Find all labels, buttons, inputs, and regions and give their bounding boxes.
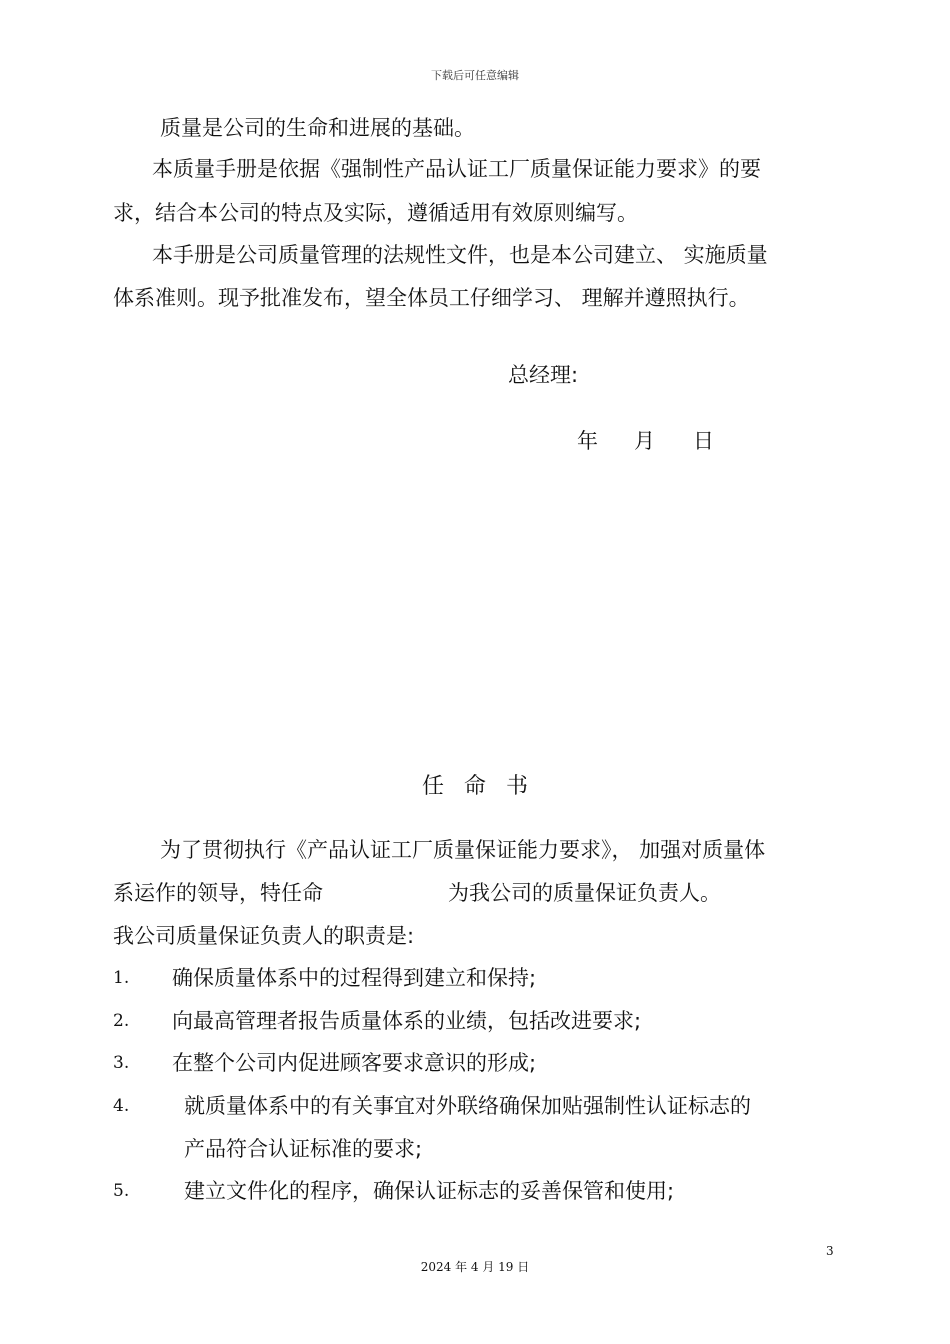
signer-label: 总经理:: [508, 363, 579, 387]
footer-date: 2024 年 4 月 19 日: [420, 1260, 530, 1274]
duty-3-number: 3.: [113, 1053, 130, 1073]
duty-2-text: 向最高管理者报告质量体系的业绩，包括改进要求;: [172, 1009, 642, 1033]
appointment-title: 任命书: [421, 774, 548, 799]
page-header: 下载后可任意编辑: [431, 69, 519, 82]
appointment-line-2b: 为我公司的质量保证负责人。: [448, 881, 721, 905]
duty-5-text: 建立文件化的程序，确保认证标志的妥善保管和使用;: [184, 1179, 675, 1203]
duty-3-text: 在整个公司内促进顾客要求意识的形成;: [172, 1051, 537, 1075]
preface-line-3: 求，结合本公司的特点及实际，遵循适用有效原则编写。: [113, 201, 638, 225]
date-day-label: 日: [693, 429, 714, 453]
preface-line-1: 质量是公司的生命和进展的基础。: [160, 116, 475, 140]
date-month-label: 月: [634, 429, 655, 453]
duty-1-text: 确保质量体系中的过程得到建立和保持;: [172, 966, 537, 990]
date-year-label: 年: [577, 429, 598, 453]
preface-line-5: 体系准则。现予批准发布，望全体员工仔细学习、 理解并遵照执行。: [113, 286, 750, 310]
duty-1-number: 1.: [113, 968, 130, 988]
page-number: 3: [826, 1244, 834, 1258]
duty-4-number: 4.: [113, 1096, 130, 1116]
duty-4-text-continued: 产品符合认证标准的要求;: [184, 1137, 423, 1161]
appointment-line-1: 为了贯彻执行《产品认证工厂质量保证能力要求》， 加强对质量体: [160, 838, 766, 862]
duties-intro: 我公司质量保证负责人的职责是:: [113, 924, 415, 948]
duty-5-number: 5.: [113, 1181, 130, 1201]
preface-line-2: 本质量手册是依据《强制性产品认证工厂质量保证能力要求》的要: [152, 157, 761, 181]
appointment-line-2a: 系运作的领导，特任命: [113, 881, 323, 905]
preface-line-4: 本手册是公司质量管理的法规性文件，也是本公司建立、 实施质量: [152, 243, 768, 267]
duty-4-text: 就质量体系中的有关事宜对外联络确保加贴强制性认证标志的: [184, 1094, 751, 1118]
duty-2-number: 2.: [113, 1011, 130, 1031]
